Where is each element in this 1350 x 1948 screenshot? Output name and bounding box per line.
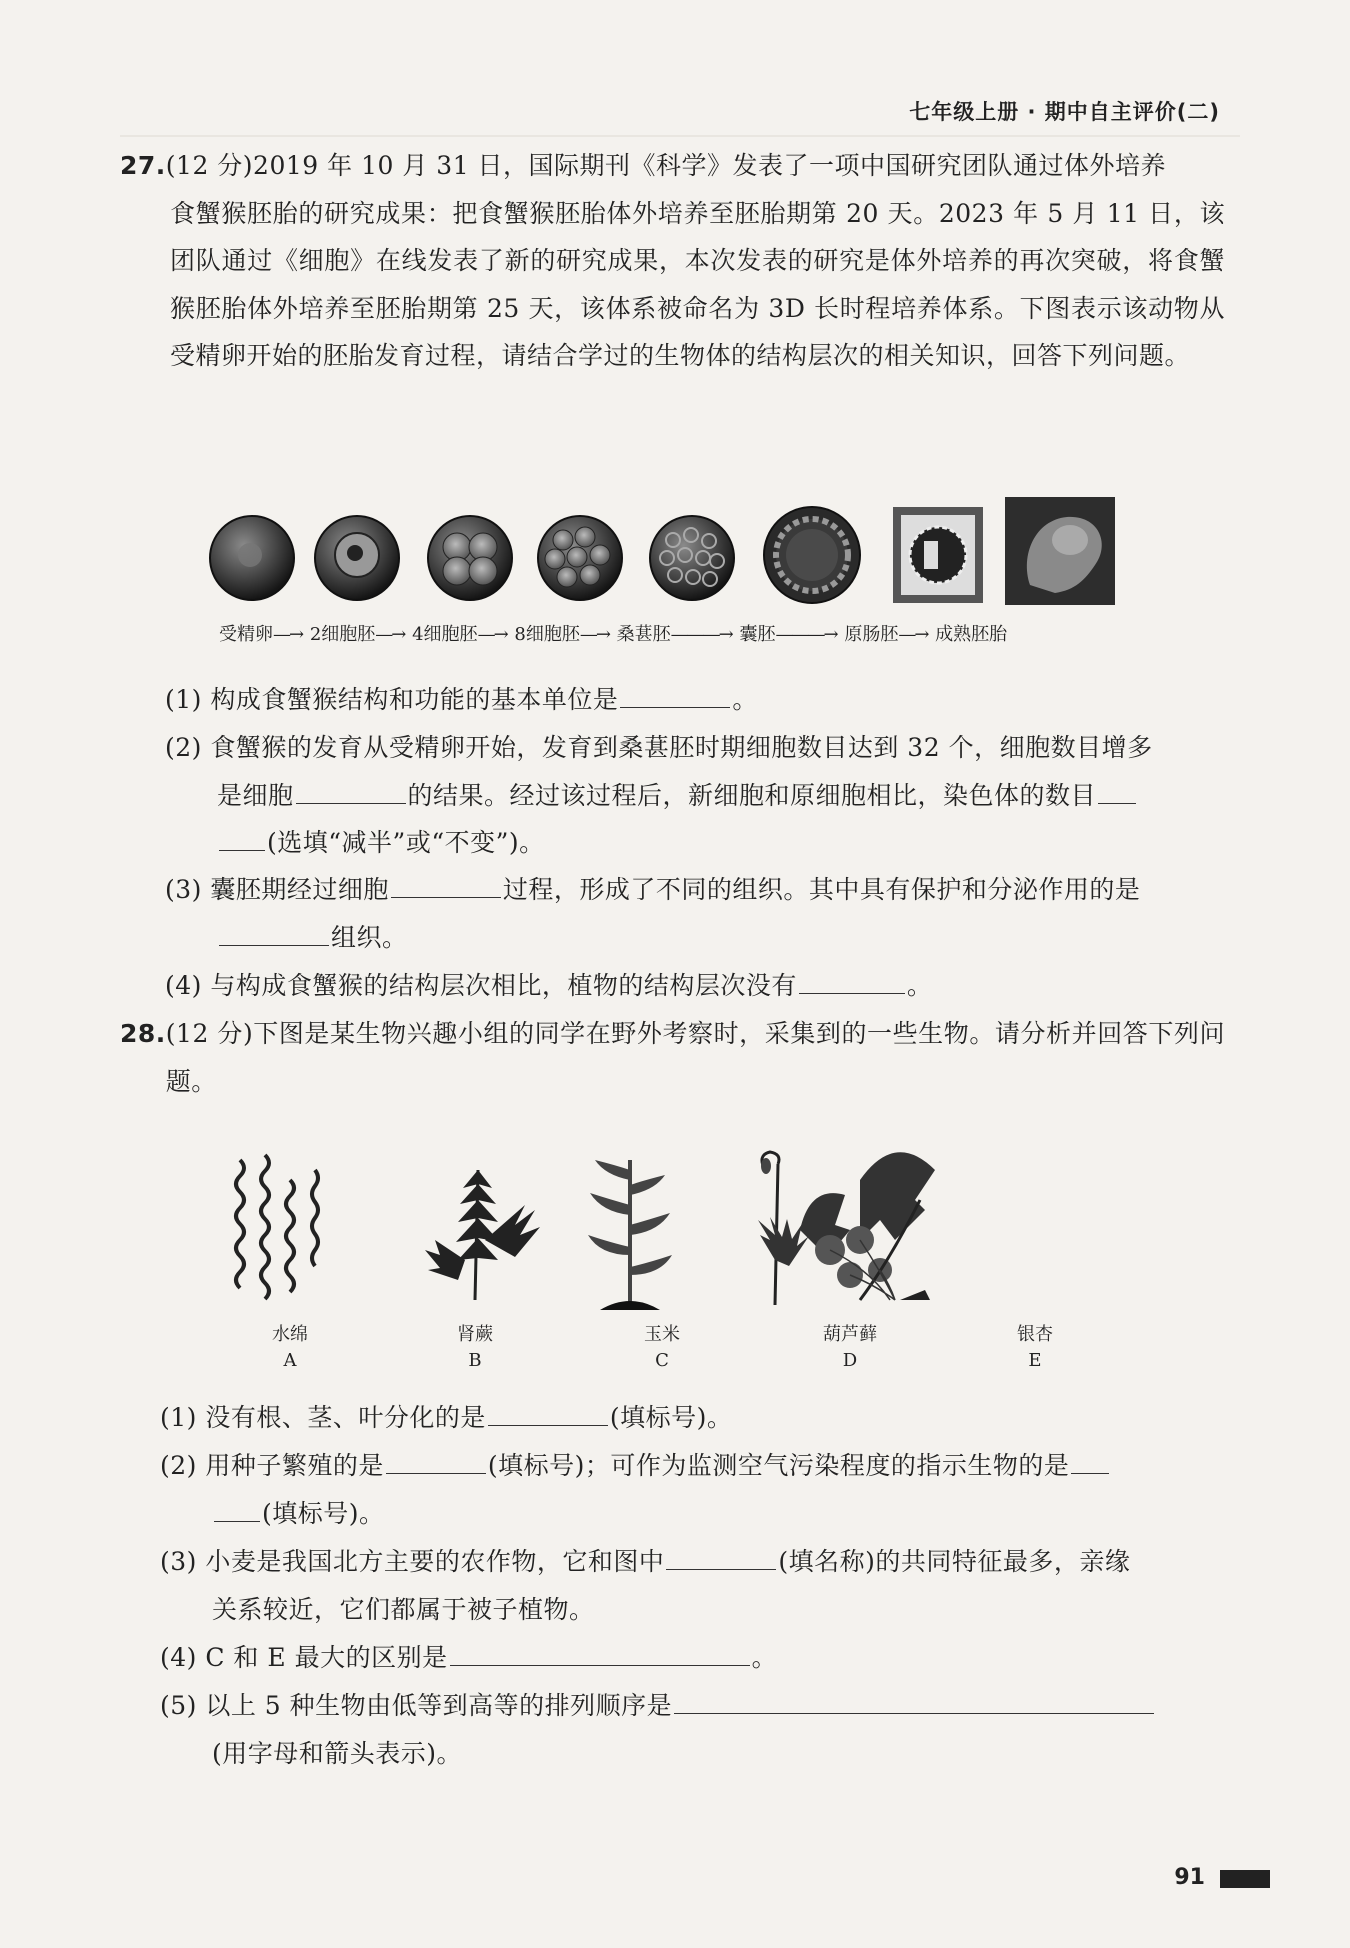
q27-sub2: (2) 食蟹猴的发育从受精卵开始，发育到桑葚胚时期细胞数目达到 32 个，细胞数目增多 是细胞 的结果。经过该过程后，新细胞和原细胞相比，染色体的数目 (选填“减半”或“不变”)。 <box>165 733 1153 857</box>
header-rule <box>120 135 1240 137</box>
zygote-image <box>210 516 294 600</box>
stage-label: 8细胞胚 <box>514 624 580 645</box>
ginkgo-image <box>800 1152 935 1300</box>
answer-blank[interactable] <box>219 919 329 946</box>
answer-blank[interactable] <box>214 1495 260 1522</box>
q28-sub4: (4) C 和 E 最大的区别是 。 <box>160 1634 1220 1682</box>
embryo-development-figure <box>205 495 1135 615</box>
page-number: 91 <box>1174 1865 1205 1890</box>
spirogyra-image <box>236 1155 318 1299</box>
plant-label-b: 肾蕨 B <box>457 1324 493 1371</box>
page-header: 七年级上册 · 期中自主评价(二) <box>909 100 1220 124</box>
answer-blank[interactable] <box>1071 1447 1109 1474</box>
stage-label: 囊胚 <box>739 624 776 645</box>
q28-sub1: (1) 没有根、茎、叶分化的是 (填标号)。 <box>160 1394 1220 1442</box>
q27-sub3: (3) 囊胚期经过细胞 过程，形成了不同的组织。其中具有保护和分泌作用的是 组织。 <box>165 866 1225 961</box>
stage-label: 桑葚胚 <box>616 624 671 645</box>
q28-sub5: (5) 以上 5 种生物由低等到高等的排列顺序是 (用字母和箭头表示)。 <box>160 1682 1220 1777</box>
question-28 <box>120 1010 1225 1105</box>
morula-image <box>650 516 734 600</box>
answer-blank[interactable] <box>450 1639 750 1666</box>
embryo-stage-labels: 受精卵—→ 2细胞胚—→ 4细胞胚—→ 8细胞胚—→ 桑葚胚———→ 囊胚———→ 原肠胚—→ 成熟胚胎 <box>219 624 1008 645</box>
eight-cell-image <box>538 516 622 600</box>
answer-blank[interactable] <box>1098 777 1136 804</box>
q27-sub4: (4) 与构成食蟹猴的结构层次相比，植物的结构层次没有 。 <box>165 962 1225 1010</box>
question-27 <box>120 142 1225 380</box>
plants-figure <box>220 1140 1120 1320</box>
two-cell-image <box>315 516 399 600</box>
stage-label: 受精卵 <box>219 624 273 645</box>
question-number: 27. <box>120 151 166 180</box>
stage-label: 2细胞胚 <box>309 624 376 645</box>
question-intro-line1: (12 分)2019 年 10 月 31 日，国际期刊《科学》发表了一项中国研究团队通过体外培养 <box>165 151 1167 180</box>
question-intro: (12 分)下图是某生物兴趣小组的同学在野外考察时，采集到的一些生物。请分析并回答下列问题。 <box>165 1019 1225 1096</box>
stage-label: 原肠胚 <box>844 624 899 645</box>
plant-label-d: 葫芦藓 D <box>823 1324 877 1371</box>
answer-blank[interactable] <box>296 777 406 804</box>
answer-blank[interactable] <box>386 1447 486 1474</box>
q28-sub3: (3) 小麦是我国北方主要的农作物，它和图中 (填名称)的共同特征最多，亲缘 关系较近，它们都属于被子植物。 <box>160 1538 1220 1633</box>
blastocyst-image <box>764 507 860 603</box>
q27-sub1: (1) 构成食蟹猴结构和功能的基本单位是 。 <box>165 676 1225 724</box>
page-number-bar <box>1220 1870 1270 1888</box>
answer-blank[interactable] <box>488 1399 608 1426</box>
answer-blank[interactable] <box>666 1543 776 1570</box>
answer-blank[interactable] <box>799 967 905 994</box>
plant-label-c: 玉米 C <box>644 1324 680 1371</box>
answer-blank[interactable] <box>674 1687 1154 1714</box>
corn-image <box>588 1160 672 1310</box>
plant-label-e: 银杏 E <box>1017 1324 1053 1371</box>
answer-blank[interactable] <box>219 824 265 851</box>
answer-blank[interactable] <box>391 871 501 898</box>
q28-sub2: (2) 用种子繁殖的是 (填标号)；可作为监测空气污染程度的指示生物的是 (填标号)。 <box>160 1442 1220 1537</box>
mature-embryo-image <box>1005 497 1115 605</box>
question-number: 28. <box>120 1019 166 1048</box>
stage-label: 4细胞胚 <box>412 624 478 645</box>
plant-label-a: 水绵 A <box>272 1324 308 1371</box>
answer-blank[interactable] <box>620 681 730 708</box>
gastrula-image <box>893 507 983 603</box>
stage-label: 成熟胚胎 <box>935 624 1008 645</box>
four-cell-image <box>428 516 512 600</box>
fern-image <box>425 1170 540 1300</box>
question-intro: 食蟹猴胚胎的研究成果：把食蟹猴胚胎体外培养至胚胎期第 20 天。2023 年 5 月 11 日，该团队通过《细胞》在线发表了新的研究成果，本次发表的研究是体外培养的再次突破，将食蟹猴胚胎体外培养至胚胎期第 25 天，该体系被命名为 3D 长时程培养体系。下图表示该动物从受精卵开始的胚胎发育过程，请结合学过的生物体的结构层次的相关知识，回答下列问题。 <box>170 198 1225 370</box>
